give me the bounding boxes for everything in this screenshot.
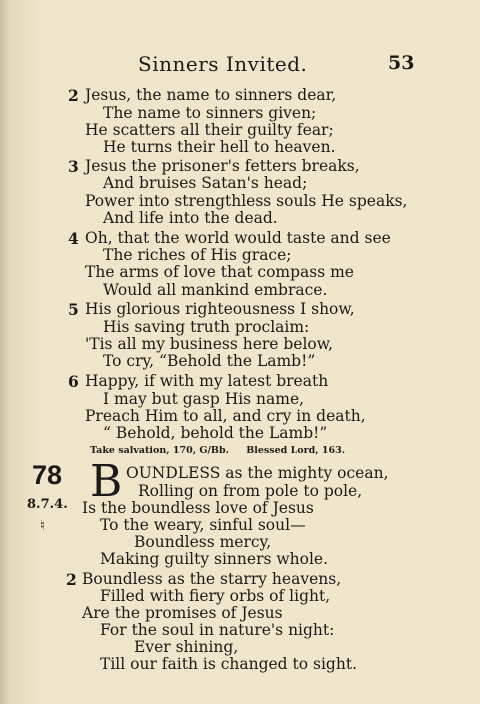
verse-line: The arms of love that compass me (85, 263, 354, 281)
verse-number: 6 (68, 372, 79, 391)
verse-line: His saving truth proclaim: (103, 318, 310, 336)
page-title: Sinners Invited. (138, 52, 308, 76)
verse-line: Rolling on from pole to pole, (138, 482, 363, 500)
verse-number: 2 (66, 570, 77, 589)
verse-line: Ever shining, (134, 638, 239, 656)
verse-line: OUNDLESS as the mighty ocean, (126, 464, 389, 482)
verse-line: Power into strengthless souls He speaks, (85, 192, 408, 210)
verse-line: The riches of His grace; (103, 246, 292, 264)
verse-line: The name to sinners given; (103, 104, 317, 122)
verse-line: Oh, that the world would taste and see (85, 229, 391, 247)
drop-cap: B (90, 456, 123, 507)
verse-line: And life into the dead. (103, 209, 278, 227)
verse-line: For the soul in nature's night: (100, 621, 335, 639)
verse-number: 5 (68, 300, 79, 319)
verse-line: Are the promises of Jesus (82, 604, 283, 622)
verse-line: He turns their hell to heaven. (103, 138, 336, 156)
verse-line: Filled with fiery orbs of light, (100, 587, 331, 605)
page-number: 53 (388, 52, 415, 74)
verse-line: Jesus the prisoner's fetters breaks, (85, 157, 360, 175)
verse-line: 'Tis all my business here below, (85, 335, 334, 353)
key-signature-icon: ♮ (40, 518, 46, 534)
hymn-number: 78 (32, 460, 63, 490)
verse-number: 3 (68, 157, 79, 176)
verse-line: Happy, if with my latest breath (85, 372, 329, 390)
verse-line: Till our faith is changed to sight. (100, 655, 357, 673)
tune-references (90, 445, 359, 456)
verse-line: Making guilty sinners whole. (100, 550, 329, 568)
verse-line: He scatters all their guilty fear; (85, 121, 334, 139)
verse-line: Preach Him to all, and cry in death, (85, 407, 366, 425)
verse-line: To cry, “Behold the Lamb!” (103, 352, 316, 370)
verse-line: And bruises Satan's head; (103, 174, 308, 192)
verse-line: Is the boundless love of Jesus (82, 499, 314, 517)
verse-line: To the weary, sinful soul— (100, 516, 306, 534)
tune-reference: Blessed Lord, 163. (246, 445, 346, 456)
verse-number: 4 (68, 229, 79, 248)
verse-line: Boundless as the starry heavens, (82, 570, 342, 588)
verse-number: 2 (68, 86, 79, 105)
verse-line: Would all mankind embrace. (103, 281, 328, 299)
verse-line: His glorious righteousness I show, (85, 300, 355, 318)
verse-line: I may but gasp His name, (103, 390, 305, 408)
verse-line: “ Behold, behold the Lamb!” (103, 424, 328, 442)
verse-line: Boundless mercy, (134, 533, 272, 551)
hymn-meter: 8.7.4. (27, 497, 68, 512)
verse-line: Jesus, the name to sinners dear, (85, 86, 337, 104)
tune-reference: Take salvation, 170, G/Bb. (90, 445, 229, 456)
